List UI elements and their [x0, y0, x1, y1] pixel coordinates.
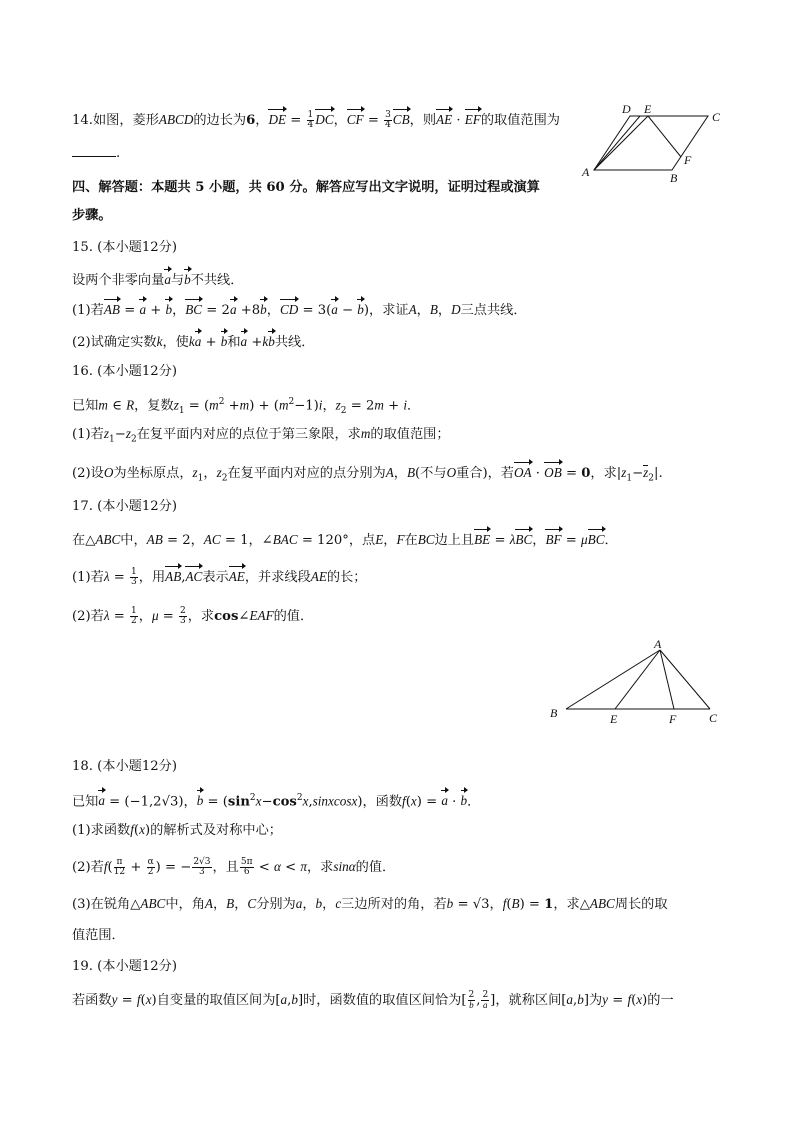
q18-part1: (1)求函数f(x)的解析式及对称中心； [72, 822, 282, 838]
label-E: E [644, 102, 652, 116]
q14-blank-line: . [72, 144, 120, 164]
q17-header: 17. (本小题12分) [72, 499, 177, 514]
q17-intro: 在△ABC中，AB = 2，AC = 1，∠BAC = 120°，点E，F在BC边上且BE = λBC，BF = μBC． [72, 528, 618, 551]
q18-part2: (2)若f( $\frac{\pi}{12}$ + $\frac{\alpha}{2}$ ) = − $\frac{2√3}{3}$ ，且 $\frac{5\pi}{6}$ < α < π，求sinα的值． [72, 857, 396, 877]
label-E: E [610, 712, 618, 726]
q15-part1: (1)若AB = a + b，BC = 2a +8b，CD = 3(a − b)，求证A，B，D三点共线． [72, 298, 527, 321]
label-F: F [669, 712, 677, 726]
q17-part2: (2)若λ = $\frac{1}{2}$ ，μ = $\frac{2}{3}$ ，求cos∠EAF的值． [72, 606, 314, 626]
q16-intro: 已知m ∈ R，复数$z_1 = (m^2 +m) + (m^2-1)i$，$z_2 = 2m + i$． [72, 397, 421, 417]
q15-header: 15. (本小题12分) [72, 240, 177, 255]
q18-intro: 已知a = (−1,2√3)，$b = (\sin^2x-\cos^2x,sinxcosx)$，函数f(x) = a · b． [72, 788, 480, 812]
label-D: D [622, 102, 631, 116]
answer-blank [72, 144, 116, 157]
q16-header: 16. (本小题12分) [72, 364, 177, 379]
label-A: A [654, 637, 662, 651]
q15-intro: 设两个非零向量a与b不共线． [72, 268, 243, 291]
q18-header: 18. (本小题12分) [72, 759, 177, 774]
q19-intro: 若函数y = f(x)自变量的取值区间为[a,b]时，函数值的取值区间恰为[ $\frac{2}{b}$ , $\frac{2}{a}$ ]，就称区间[a,b]为y = f(x)的一 [72, 990, 674, 1010]
label-C: C [712, 110, 721, 124]
q18-part3-cont: 值范围． [72, 928, 125, 943]
q19-header: 19. (本小题12分) [72, 959, 177, 974]
q15-part2: (2)试确定实数k，使ka + b和a +kb共线． [72, 330, 314, 353]
label-A: A [582, 165, 590, 179]
section-heading-cont: 步骤。 [72, 208, 112, 223]
rhombus-figure [580, 100, 730, 184]
q14-line: 14.如图，菱形ABCD的边长为6，DE = $\frac{1}{4}$ DC，CF = $\frac{3}{4}$ CB，则AE · EF的取值范围为 [72, 110, 560, 130]
label-F: F [684, 153, 692, 167]
section-heading: 四、解答题：本题共 5 小题，共 60 分。解答应写出文字说明，证明过程或演算 [72, 180, 540, 195]
q16-part2: (2)设O为坐标原点，$z_1$，$z_2$在复平面内对应的点分别为A，B(不与O重合)，若OA · OB = 0，求$|z_1-z_2|$. [72, 461, 663, 489]
triangle-figure [548, 636, 728, 728]
q17-part1: (1)若λ = $\frac{1}{3}$ ，用AB,AC表示AE，并求线段AE的长； [72, 567, 367, 587]
q16-part1: (1)若$z_1-z_2$在复平面内对应的点位于第三象限，求m的取值范围； [72, 426, 450, 445]
label-C: C [709, 711, 718, 725]
label-B: B [670, 171, 678, 184]
label-B: B [550, 706, 558, 720]
q18-part3: (3)在锐角△ABC中，角A，B，C分别为a，b，c三边所对的角，若b = √3，f(B) = 1，求△ABC周长的取 [72, 896, 668, 912]
